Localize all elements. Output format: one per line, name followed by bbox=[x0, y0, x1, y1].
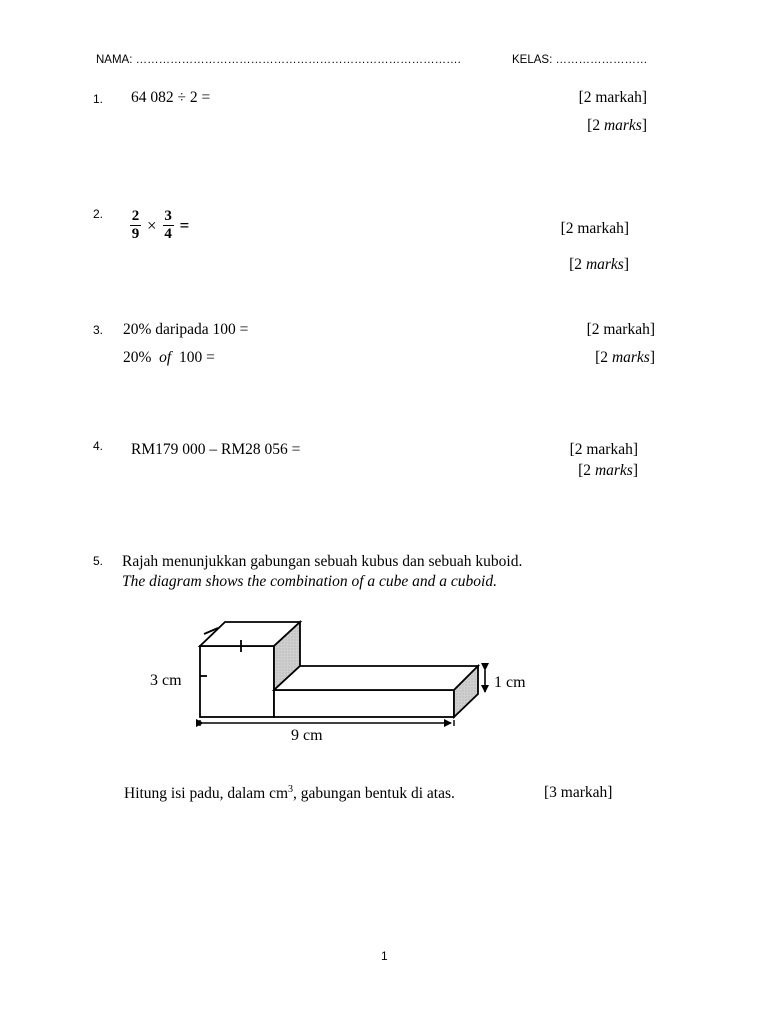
name-field-label: NAMA: …………………………………………………………………………. bbox=[96, 54, 461, 66]
length-9cm-arrow bbox=[200, 720, 454, 726]
label-1cm: 1 cm bbox=[494, 674, 526, 691]
question-1-number: 1. bbox=[93, 92, 104, 106]
question-3-marks-en: [2 marks] bbox=[595, 349, 655, 366]
question-4-marks-ms: [2 markah] bbox=[569, 441, 638, 458]
fraction-a-denominator: 9 bbox=[131, 226, 140, 242]
fraction-b-denominator: 4 bbox=[164, 226, 172, 242]
question-4-text: RM179 000 – RM28 056 = bbox=[131, 441, 301, 458]
question-3-text-en: 20% of 100 = bbox=[123, 349, 215, 366]
question-5-marks-ms: [3 markah] bbox=[544, 784, 613, 801]
question-3-marks-ms: [2 markah] bbox=[586, 321, 655, 338]
label-9cm: 9 cm bbox=[291, 727, 323, 744]
question-4-marks-en: [2 marks] bbox=[578, 462, 638, 479]
equals-sign: = bbox=[179, 215, 190, 235]
question-4-number: 4. bbox=[93, 439, 104, 453]
question-3-number: 3. bbox=[93, 323, 104, 337]
question-1-marks-ms: [2 markah] bbox=[578, 89, 647, 106]
fraction-b-numerator: 3 bbox=[164, 208, 172, 224]
question-5-text-en: The diagram shows the combination of a cube and a cuboid. bbox=[122, 573, 497, 590]
question-5-text-ms: Rajah menunjukkan gabungan sebuah kubus dan sebuah kuboid. bbox=[122, 553, 523, 570]
multiply-operator: × bbox=[147, 215, 157, 235]
question-3-text-ms: 20% daripada 100 = bbox=[123, 321, 249, 338]
question-2-marks-ms: [2 markah] bbox=[560, 220, 629, 237]
question-1-marks-en: [2 marks] bbox=[587, 117, 647, 134]
cuboid-shape bbox=[274, 666, 478, 717]
question-1-text: 64 082 ÷ 2 = bbox=[131, 89, 211, 106]
question-5-number: 5. bbox=[93, 554, 104, 568]
question-2-number: 2. bbox=[93, 207, 104, 221]
class-field-label: KELAS: …………………… bbox=[512, 54, 648, 66]
fraction-a-numerator: 2 bbox=[131, 208, 140, 224]
label-3cm: 3 cm bbox=[150, 672, 182, 689]
question-2-marks-en: [2 marks] bbox=[569, 256, 629, 273]
page-number: 1 bbox=[381, 949, 388, 963]
question-5-instruction: Hitung isi padu, dalam $cm^3$, gabungan bentuk di atas. bbox=[124, 784, 455, 803]
